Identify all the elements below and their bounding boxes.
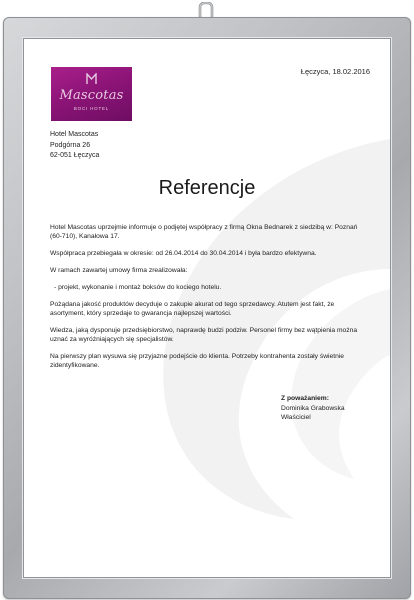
body-paragraph: Współpraca przebiegała w okresie: od 26.04.2014 do 30.04.2014 i była bardzo efektywna.	[50, 250, 317, 258]
signature-block	[281, 394, 345, 423]
letter-title: Referencje	[158, 177, 256, 199]
body-paragraph: Hotel Mascotas uprzejmie informuje o podjętej współpracy z firmą Okna Bednarek z siedzibą w: Poznań (60-710), Kanałowa 17.	[50, 224, 358, 241]
signer-name: Dominika Grabowska	[281, 404, 345, 412]
body-paragraph: W ramach zawartej umowy firma zrealizowała:	[50, 267, 188, 274]
address-line: Hotel Mascotas	[50, 131, 99, 138]
sender-address	[50, 130, 99, 162]
place-date: Łęczyca, 18.02.2016	[300, 67, 370, 76]
body-bullet: - projekt, wykonanie i montaż boksów do kociego hotelu.	[54, 283, 222, 291]
closing-greeting: Z poważaniem:	[281, 395, 329, 402]
address-line: 62-051 Łęczyca	[50, 152, 100, 159]
hotel-logo	[51, 67, 132, 121]
body-paragraph: Wiedza, jaką dysponuje przedsiębiorstwo, naprawdę budzi podziw. Personel firmy bez wątpienia można uznać za wyróżniających się specjalistów.	[50, 326, 358, 344]
address-line: Podgórna 26	[50, 141, 91, 149]
logo-name: Mascotas	[59, 88, 124, 103]
body-paragraph: Pożądana jakość produktów decyduje o zakupie akurat od tego sprzedawcy. Atutem jest fakt, że asortyment, który sprzedaje to gwarancja najlepszej wartości.	[50, 300, 335, 317]
logo-emblem-icon	[86, 73, 97, 85]
body-paragraph: Na pierwszy plan wysuwa się przyjazne podejście do klienta. Potrzeby kontrahenta zostały świetnie zidentyfikowane.	[50, 353, 345, 370]
letter-sheet	[24, 39, 390, 577]
signer-role: Właściciel	[281, 414, 311, 422]
letter-body	[50, 223, 368, 378]
logo-tagline: BOCI HOTEL	[73, 106, 110, 111]
